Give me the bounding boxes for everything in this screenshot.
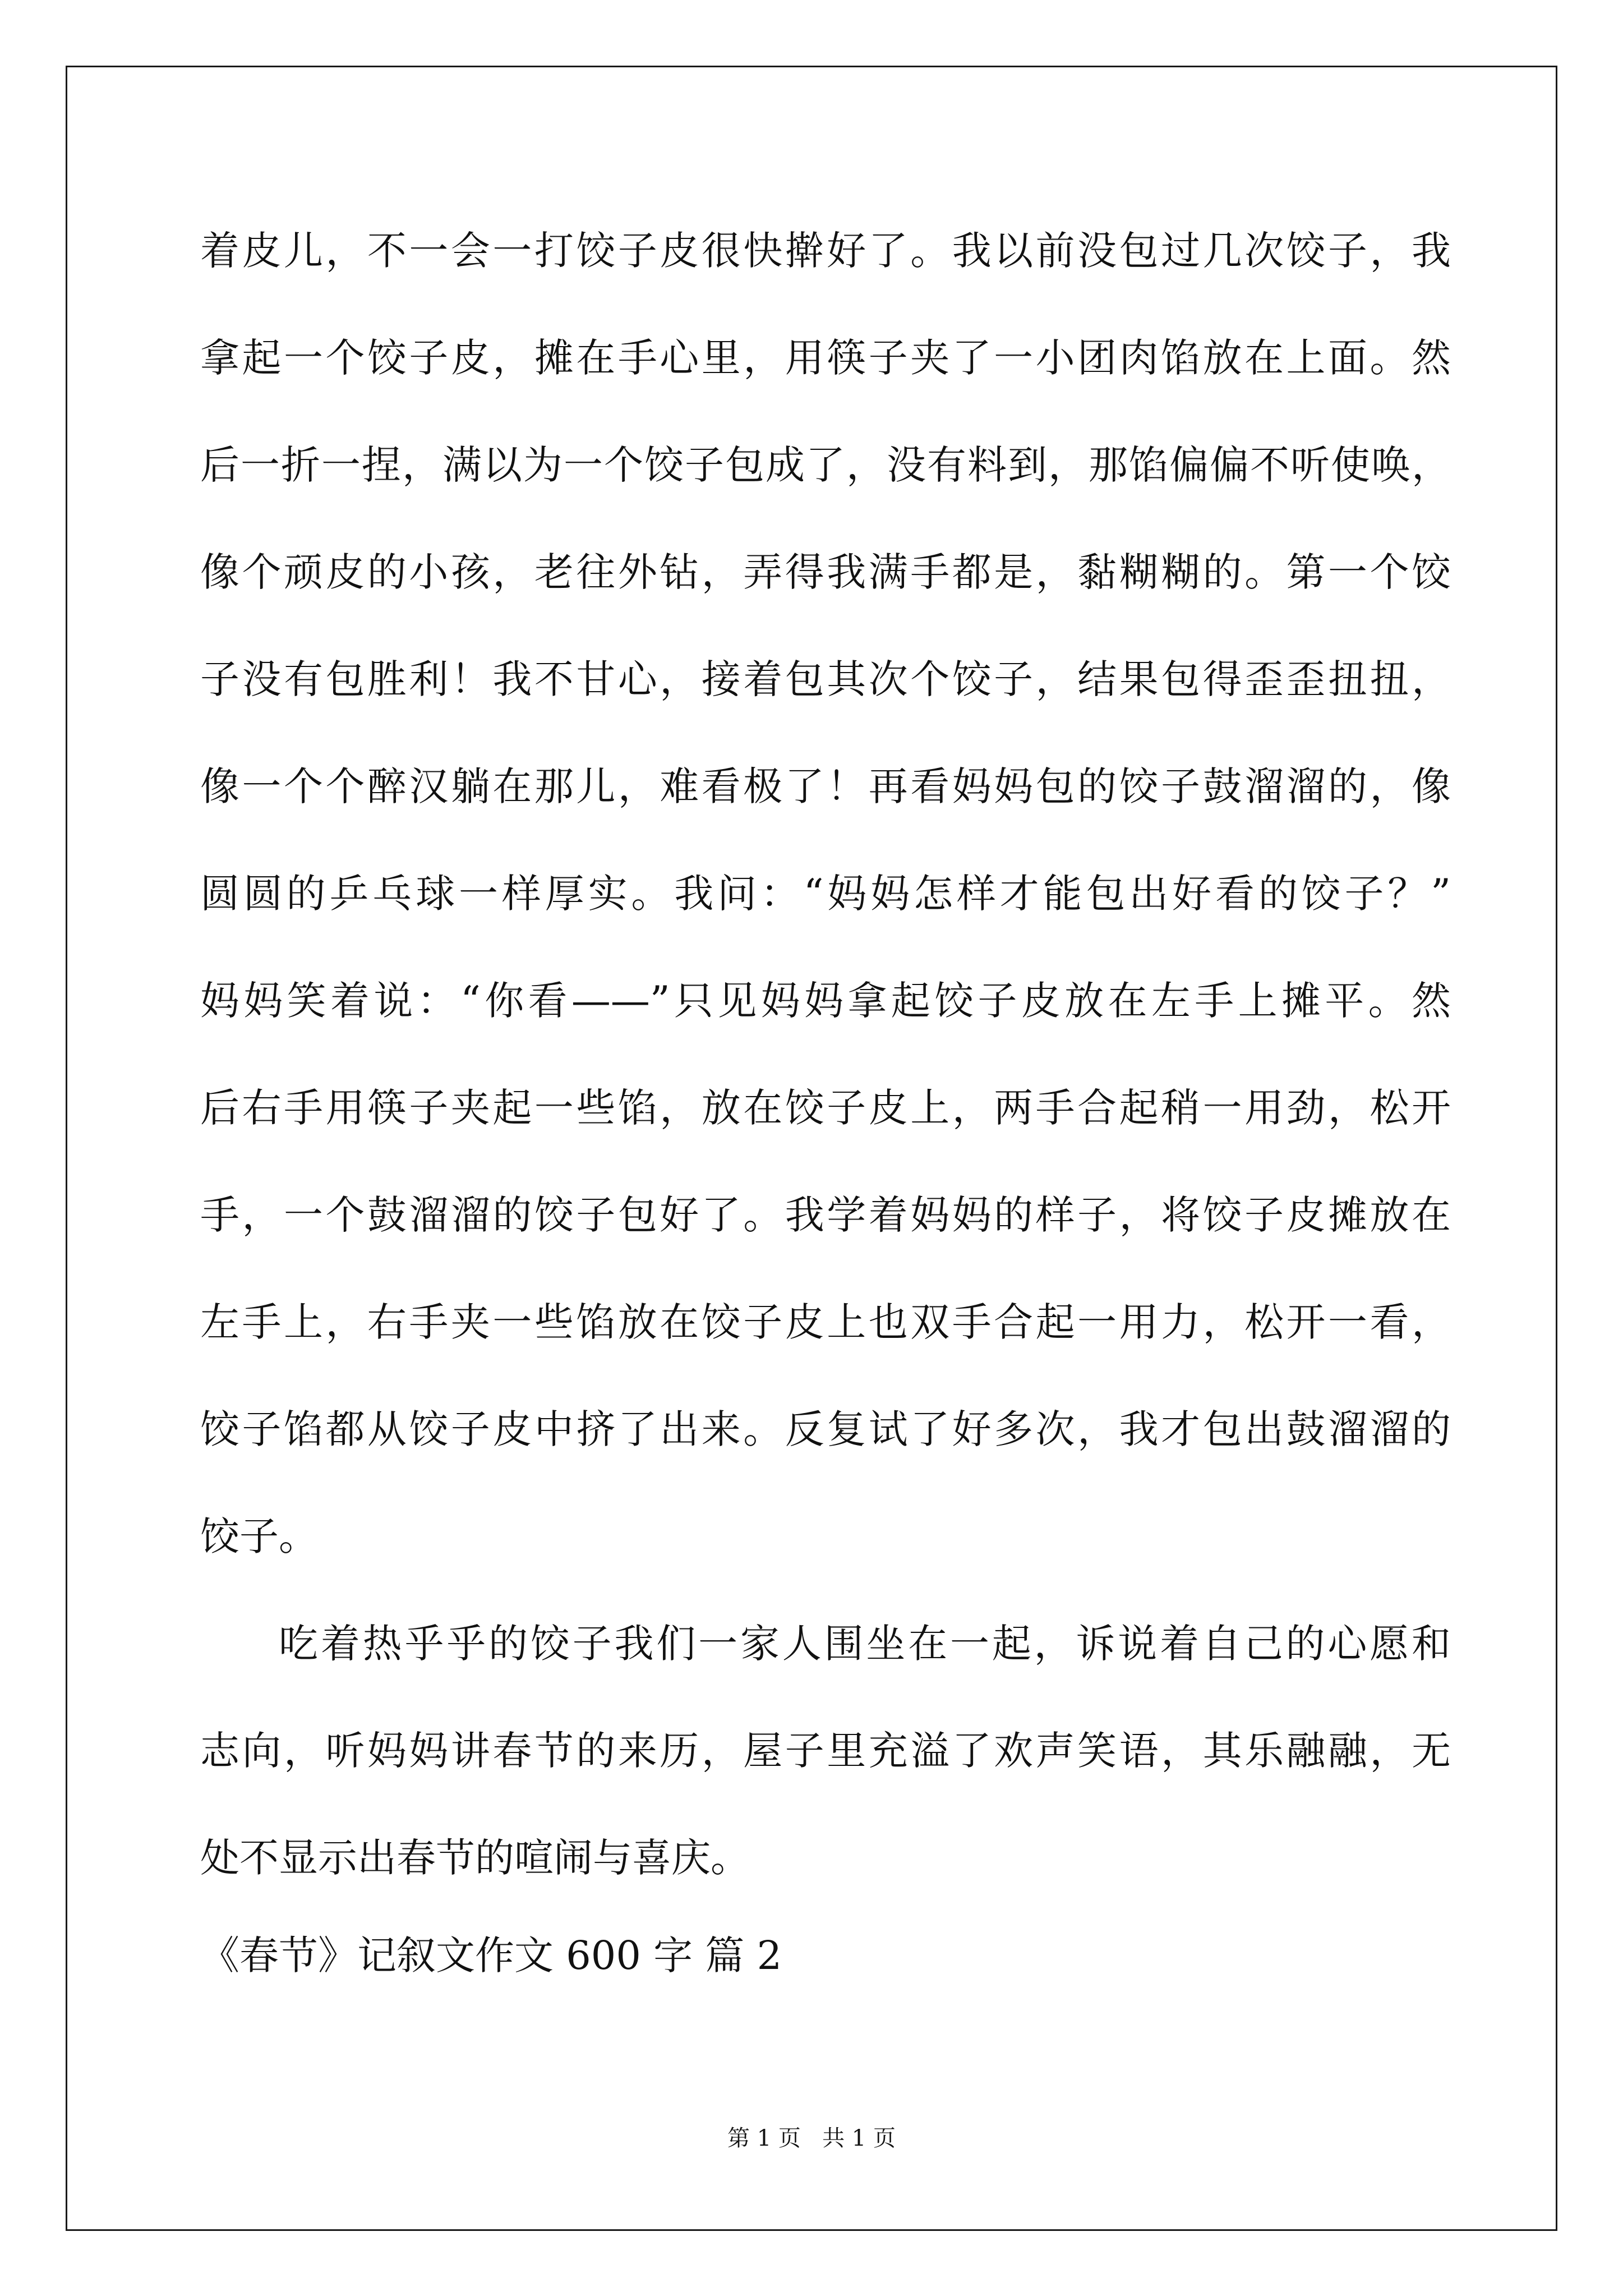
text-line: 处不显示出春节的喧闹与喜庆。 (200, 1835, 750, 1881)
text-line: 子没有包胜利！我不甘心，接着包其次个饺子，结果包得歪歪扭扭， (200, 656, 1451, 702)
text-line: 志向，听妈妈讲春节的来历，屋子里充溢了欢声笑语，其乐融融，无 (200, 1728, 1451, 1774)
text-line: 手，一个鼓溜溜的饺子包好了。我学着妈妈的样子，将饺子皮摊放在 (200, 1192, 1451, 1238)
text-line: 着皮儿，不一会一打饺子皮很快擀好了。我以前没包过几次饺子，我 (200, 228, 1451, 274)
paragraph-2 (200, 1590, 1451, 1912)
page-footer: 第 1 页 共 1 页 (727, 2125, 896, 2151)
text-line: 像一个个醉汉躺在那儿，难看极了！再看妈妈包的饺子鼓溜溜的，像 (200, 763, 1451, 809)
text-line: 左手上，右手夹一些馅放在饺子皮上也双手合起一用力，松开一看， (200, 1299, 1451, 1345)
text-line: 像个顽皮的小孩，老往外钻，弄得我满手都是，黏糊糊的。第一个饺 (200, 549, 1451, 595)
text-line: 饺子馅都从饺子皮中挤了出来。反复试了好多次，我才包出鼓溜溜的 (200, 1406, 1451, 1452)
text-line: 饺子。 (200, 1513, 318, 1559)
paragraph-1 (200, 197, 1451, 1590)
section-heading: 《春节》记叙文作文 600 字 篇 2 (200, 1932, 782, 1978)
text-line: 妈妈笑着说：“你看——”只见妈妈拿起饺子皮放在左手上摊平。然 (200, 978, 1451, 1024)
text-line: 后一折一捏，满以为一个饺子包成了，没有料到，那馅偏偏不听使唤， (200, 442, 1451, 488)
text-line: 拿起一个饺子皮，摊在手心里，用筷子夹了一小团肉馅放在上面。然 (200, 335, 1451, 381)
text-line: 后右手用筷子夹起一些馅，放在饺子皮上，两手合起稍一用劲，松开 (200, 1085, 1451, 1131)
document-body (200, 197, 1451, 1912)
text-line: 吃着热乎乎的饺子我们一家人围坐在一起，诉说着自己的心愿和 (279, 1621, 1451, 1667)
text-line: 圆圆的乒乓球一样厚实。我问：“妈妈怎样才能包出好看的饺子？” (200, 871, 1451, 917)
